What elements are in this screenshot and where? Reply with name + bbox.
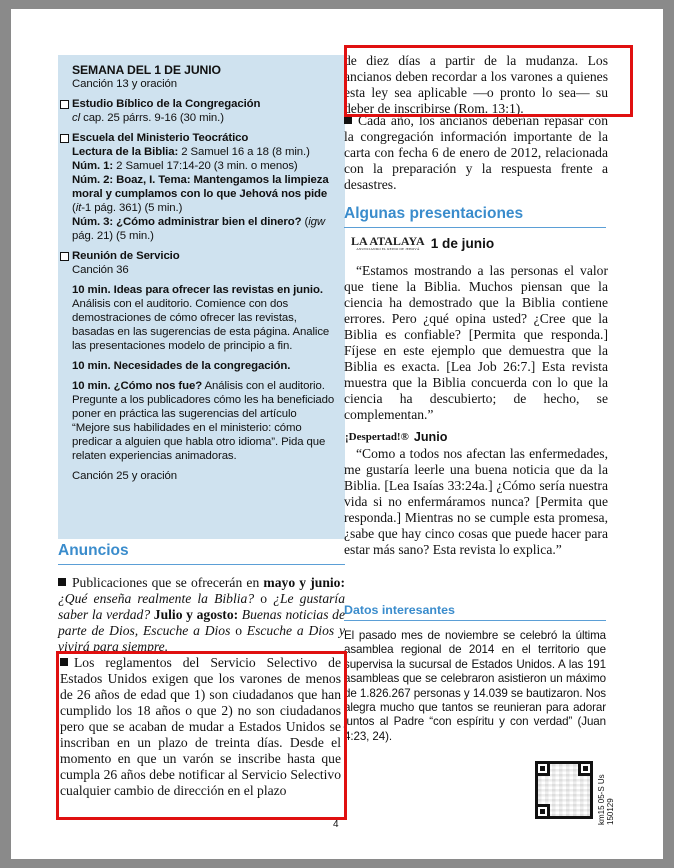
ministry-school-heading: Escuela del Ministerio Teocrático [60, 131, 335, 145]
announcement-disaster-letter: Cada año, los ancianos deberían repasar con la congregación información importante de la carta con fecha 6 de enero de 2012, relacionada con la preparación y la respuesta frente a desastres. [344, 113, 608, 192]
watchtower-logo: LA ATALAYA ANUNCIANDO EL REINO DE JEHOVÁ [351, 234, 425, 251]
publication-code: km15 05-S Us 150129 [597, 774, 615, 825]
interesting-facts-text: El pasado mes de noviembre se celebró la última asamblea regional de 2014 en el territorio que supervisa la sucursal de Estados Unidos. A las 191 asambleas que se celebraron asistieron un máximo de 1.826.267 personas y 14.039 se bautizaron. Nos alegra mucho que tantos se reunieran para adorar juntos al Padre “con espíritu y con verdad” (Juan 4:23, 24). [344, 629, 606, 743]
service-song: Canción 36 [72, 264, 129, 276]
selective-service-continuation: de diez días a partir de la mudanza. Los ancianos deben recordar a los varones a quienes esta ley sea aplicable —o pronto lo sea— su deber de inscribirse (Rom. 13:1). [344, 53, 608, 116]
assignment-2: Núm. 2: Boaz, I. Tema: Mantengamos la limpieza moral y cumplamos con lo que Jehová nos pide (it-1 pág. 361) (5 min.) [72, 174, 329, 214]
newsletter-page [11, 9, 663, 859]
opening-song: Canción 13 y oración [72, 78, 178, 90]
square-bullet-icon [344, 116, 352, 124]
announcement-publications: Publicaciones que se ofrecerán en mayo y junio: ¿Qué enseña realmente la Biblia? o ¿Le gustaría saber la verdad? Julio y agosto: Buenas noticias de parte de Dios, Escuche a Dios o Escuche a Dios y vivirá para siempre. [58, 575, 346, 654]
watchtower-header [351, 236, 494, 251]
service-part-2: 10 min. Necesidades de la congregación. [72, 360, 291, 372]
highlight-box-left [56, 651, 347, 820]
awake-presentation: “Como a todos nos afectan las enfermedades, me gustaría leerle una buena noticia que da la Biblia. [Lea Isaías 33:24a.] ¿Cómo sería nuestra vida si no enfermáramos nunca? [Permita que responda.] Mientras no se cumple esta promesa, ¿sabe que hay cinco cosas que puede hacer para estar más sano? Esta revista lo explica.” [344, 446, 608, 557]
assignment-1: Núm. 1: 2 Samuel 17:14-20 (3 min. o menos) [72, 160, 298, 172]
awake-header [345, 430, 447, 444]
watchtower-date: 1 de junio [430, 236, 495, 251]
bible-study-reference: cl cap. 25 párrs. 9-16 (30 min.) [72, 112, 224, 124]
announcement-selective-service: Los reglamentos del Servicio Selectivo de Estados Unidos exigen que los varones de menos de 26 años de edad que 1) son ciudadanos que han cumplido los 18 años o que 2) no son ciudadanos pero que se acaban de mudar a Estados Unidos se inscriban en un plazo de treinta días. Desde el momento en que un varón se inscribe hasta que cumpla 26 años debe notificar al Servicio Selectivo cualquier cambio de dirección en el plazo [60, 655, 341, 798]
square-bullet-icon [58, 578, 66, 586]
page-number: 4 [333, 819, 339, 830]
awake-logo: ¡Despertad!® [345, 431, 409, 443]
service-part-1: 10 min. Ideas para ofrecer las revistas en junio. Análisis con el auditorio. Comience con dos demostraciones de cómo ofrecer las revistas, basadas en las sugerencias de esta página. Analice las presentaciones modelo de principio a fin. [72, 284, 330, 352]
closing-song: Canción 25 y oración [72, 470, 178, 482]
bible-study-heading: Estudio Bíblico de la Congregación [60, 97, 335, 111]
qr-code-icon [535, 761, 593, 819]
bible-reading: Lectura de la Biblia: 2 Samuel 16 a 18 (8 min.) [72, 146, 310, 158]
presentations-heading: Algunas presentaciones [344, 205, 606, 228]
announcements-heading: Anuncios [58, 542, 345, 565]
service-meeting-heading: Reunión de Servicio [60, 249, 335, 263]
service-part-3: 10 min. ¿Cómo nos fue? Análisis con el auditorio. Pregunte a los publicadores cómo les ha beneficiado poner en práctica las sugerencias del artículo “Mejore sus habilidades en el ministerio: cómo predicar a alguien que habla otro idioma”. Pida que relaten experiencias animadoras. [72, 380, 335, 462]
awake-date: Junio [413, 430, 448, 444]
highlight-box-right [344, 45, 633, 117]
weekly-schedule-box [58, 55, 345, 539]
watchtower-presentation: “Estamos mostrando a las personas el valor que tiene la Biblia. Muchos piensan que la ciencia ha demostrado que la Biblia contiene errores. Pero ¿qué opina usted? ¿Cree que la Biblia es confiable? [Permita que responda.] Fíjese en este ejemplo que demuestra que la Biblia es exacta. [Lea Job 26:7.] Esta revista muestra que la Biblia concuerda con lo que la ciencia ha descubierto; de hecho, se complementan.” [344, 263, 608, 422]
assignment-3: Núm. 3: ¿Cómo administrar bien el dinero? (igw pág. 21) (5 min.) [72, 216, 325, 242]
week-title: SEMANA DEL 1 DE JUNIO [72, 63, 221, 77]
interesting-facts-heading: Datos interesantes [344, 603, 606, 621]
